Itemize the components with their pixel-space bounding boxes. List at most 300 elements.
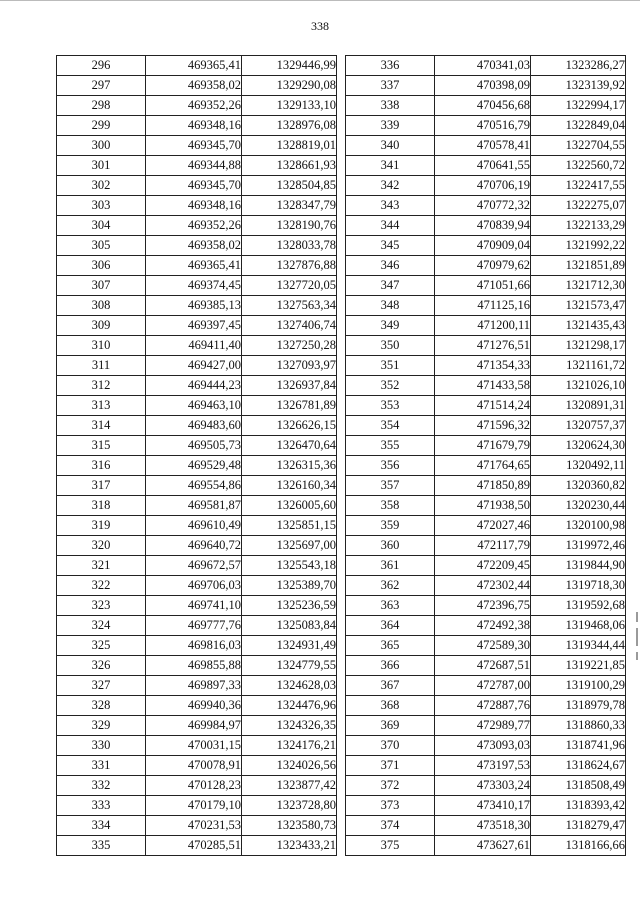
y-coordinate-cell: 1319221,85 <box>531 656 626 676</box>
x-coordinate-cell: 469505,73 <box>146 436 242 456</box>
table-row <box>57 636 337 656</box>
point-number-cell: 327 <box>57 676 146 696</box>
point-number-cell: 304 <box>57 216 146 236</box>
y-coordinate-cell: 1327563,34 <box>242 296 337 316</box>
point-number-cell: 357 <box>346 476 435 496</box>
y-coordinate-cell: 1319344,44 <box>531 636 626 656</box>
y-coordinate-cell: 1319718,30 <box>531 576 626 596</box>
point-number-cell: 372 <box>346 776 435 796</box>
point-number-cell: 329 <box>57 716 146 736</box>
y-coordinate-cell: 1328504,85 <box>242 176 337 196</box>
point-number-cell: 310 <box>57 336 146 356</box>
point-number-cell: 321 <box>57 556 146 576</box>
table-row <box>346 816 626 836</box>
table-row <box>57 236 337 256</box>
y-coordinate-cell: 1324176,21 <box>242 736 337 756</box>
x-coordinate-cell: 469397,45 <box>146 316 242 336</box>
y-coordinate-cell: 1319844,90 <box>531 556 626 576</box>
point-number-cell: 353 <box>346 396 435 416</box>
table-row <box>346 496 626 516</box>
table-row <box>346 656 626 676</box>
y-coordinate-cell: 1322560,72 <box>531 156 626 176</box>
point-number-cell: 363 <box>346 596 435 616</box>
table-row <box>346 716 626 736</box>
point-number-cell: 309 <box>57 316 146 336</box>
x-coordinate-cell: 469374,45 <box>146 276 242 296</box>
x-coordinate-cell: 473627,61 <box>435 836 531 856</box>
x-coordinate-cell: 470341,03 <box>435 56 531 76</box>
x-coordinate-cell: 469427,00 <box>146 356 242 376</box>
y-coordinate-cell: 1326315,36 <box>242 456 337 476</box>
point-number-cell: 312 <box>57 376 146 396</box>
table-row <box>346 516 626 536</box>
y-coordinate-cell: 1321026,10 <box>531 376 626 396</box>
x-coordinate-cell: 471276,51 <box>435 336 531 356</box>
y-coordinate-cell: 1321851,89 <box>531 256 626 276</box>
point-number-cell: 347 <box>346 276 435 296</box>
table-row <box>346 256 626 276</box>
x-coordinate-cell: 470516,79 <box>435 116 531 136</box>
x-coordinate-cell: 469706,03 <box>146 576 242 596</box>
x-coordinate-cell: 471051,66 <box>435 276 531 296</box>
table-row <box>57 556 337 576</box>
y-coordinate-cell: 1323433,21 <box>242 836 337 856</box>
x-coordinate-cell: 469463,10 <box>146 396 242 416</box>
x-coordinate-cell: 471200,11 <box>435 316 531 336</box>
x-coordinate-cell: 470128,23 <box>146 776 242 796</box>
x-coordinate-cell: 471850,89 <box>435 476 531 496</box>
point-number-cell: 298 <box>57 96 146 116</box>
point-number-cell: 368 <box>346 696 435 716</box>
coordinates-table-right <box>345 55 626 856</box>
table-row <box>346 536 626 556</box>
point-number-cell: 305 <box>57 236 146 256</box>
table-row <box>346 416 626 436</box>
point-number-cell: 325 <box>57 636 146 656</box>
point-number-cell: 324 <box>57 616 146 636</box>
point-number-cell: 308 <box>57 296 146 316</box>
y-coordinate-cell: 1327876,88 <box>242 256 337 276</box>
y-coordinate-cell: 1321161,72 <box>531 356 626 376</box>
point-number-cell: 342 <box>346 176 435 196</box>
point-number-cell: 306 <box>57 256 146 276</box>
point-number-cell: 365 <box>346 636 435 656</box>
point-number-cell: 330 <box>57 736 146 756</box>
point-number-cell: 362 <box>346 576 435 596</box>
x-coordinate-cell: 470909,04 <box>435 236 531 256</box>
table-row <box>57 376 337 396</box>
x-coordinate-cell: 470285,51 <box>146 836 242 856</box>
y-coordinate-cell: 1325543,18 <box>242 556 337 576</box>
y-coordinate-cell: 1326005,60 <box>242 496 337 516</box>
table-row <box>346 676 626 696</box>
table-row <box>57 136 337 156</box>
point-number-cell: 302 <box>57 176 146 196</box>
x-coordinate-cell: 472887,76 <box>435 696 531 716</box>
y-coordinate-cell: 1321573,47 <box>531 296 626 316</box>
table-row <box>346 176 626 196</box>
y-coordinate-cell: 1327720,05 <box>242 276 337 296</box>
point-number-cell: 307 <box>57 276 146 296</box>
y-coordinate-cell: 1325389,70 <box>242 576 337 596</box>
table-row <box>346 616 626 636</box>
y-coordinate-cell: 1318979,78 <box>531 696 626 716</box>
point-number-cell: 360 <box>346 536 435 556</box>
y-coordinate-cell: 1322275,07 <box>531 196 626 216</box>
x-coordinate-cell: 473303,24 <box>435 776 531 796</box>
y-coordinate-cell: 1323580,73 <box>242 816 337 836</box>
x-coordinate-cell: 469358,02 <box>146 76 242 96</box>
x-coordinate-cell: 473410,17 <box>435 796 531 816</box>
point-number-cell: 322 <box>57 576 146 596</box>
y-coordinate-cell: 1323728,80 <box>242 796 337 816</box>
table-row <box>346 796 626 816</box>
point-number-cell: 346 <box>346 256 435 276</box>
y-coordinate-cell: 1321298,17 <box>531 336 626 356</box>
x-coordinate-cell: 470979,62 <box>435 256 531 276</box>
point-number-cell: 328 <box>57 696 146 716</box>
table-row <box>57 276 337 296</box>
x-coordinate-cell: 470231,53 <box>146 816 242 836</box>
x-coordinate-cell: 472117,79 <box>435 536 531 556</box>
x-coordinate-cell: 472302,44 <box>435 576 531 596</box>
table-row <box>57 176 337 196</box>
table-row <box>346 836 626 856</box>
y-coordinate-cell: 1323139,92 <box>531 76 626 96</box>
table-row <box>57 616 337 636</box>
point-number-cell: 356 <box>346 456 435 476</box>
x-coordinate-cell: 469483,60 <box>146 416 242 436</box>
x-coordinate-cell: 472687,51 <box>435 656 531 676</box>
table-row <box>57 516 337 536</box>
table-row <box>57 796 337 816</box>
point-number-cell: 367 <box>346 676 435 696</box>
x-coordinate-cell: 469352,26 <box>146 96 242 116</box>
x-coordinate-cell: 469385,13 <box>146 296 242 316</box>
table-row <box>57 836 337 856</box>
table-row <box>346 356 626 376</box>
x-coordinate-cell: 469344,88 <box>146 156 242 176</box>
point-number-cell: 359 <box>346 516 435 536</box>
x-coordinate-cell: 469348,16 <box>146 116 242 136</box>
margin-mark <box>636 612 638 622</box>
x-coordinate-cell: 471679,79 <box>435 436 531 456</box>
point-number-cell: 337 <box>346 76 435 96</box>
table-row <box>346 556 626 576</box>
y-coordinate-cell: 1323286,27 <box>531 56 626 76</box>
table-row <box>57 96 337 116</box>
x-coordinate-cell: 469345,70 <box>146 136 242 156</box>
x-coordinate-cell: 472589,30 <box>435 636 531 656</box>
point-number-cell: 299 <box>57 116 146 136</box>
y-coordinate-cell: 1318741,96 <box>531 736 626 756</box>
table-body <box>57 56 337 856</box>
y-coordinate-cell: 1322994,17 <box>531 96 626 116</box>
x-coordinate-cell: 469365,41 <box>146 56 242 76</box>
x-coordinate-cell: 469345,70 <box>146 176 242 196</box>
point-number-cell: 366 <box>346 656 435 676</box>
table-row <box>346 396 626 416</box>
table-row <box>346 696 626 716</box>
table-row <box>346 576 626 596</box>
y-coordinate-cell: 1327093,97 <box>242 356 337 376</box>
y-coordinate-cell: 1328190,76 <box>242 216 337 236</box>
point-number-cell: 345 <box>346 236 435 256</box>
table-row <box>346 596 626 616</box>
x-coordinate-cell: 470706,19 <box>435 176 531 196</box>
x-coordinate-cell: 473197,53 <box>435 756 531 776</box>
table-row <box>57 576 337 596</box>
point-number-cell: 339 <box>346 116 435 136</box>
point-number-cell: 317 <box>57 476 146 496</box>
y-coordinate-cell: 1324779,55 <box>242 656 337 676</box>
table-row <box>57 476 337 496</box>
point-number-cell: 316 <box>57 456 146 476</box>
margin-mark <box>636 628 638 646</box>
point-number-cell: 340 <box>346 136 435 156</box>
x-coordinate-cell: 469897,33 <box>146 676 242 696</box>
x-coordinate-cell: 469352,26 <box>146 216 242 236</box>
table-row <box>57 336 337 356</box>
y-coordinate-cell: 1318393,42 <box>531 796 626 816</box>
point-number-cell: 320 <box>57 536 146 556</box>
point-number-cell: 311 <box>57 356 146 376</box>
table-row <box>57 436 337 456</box>
y-coordinate-cell: 1320891,31 <box>531 396 626 416</box>
point-number-cell: 314 <box>57 416 146 436</box>
point-number-cell: 336 <box>346 56 435 76</box>
point-number-cell: 351 <box>346 356 435 376</box>
table-row <box>346 336 626 356</box>
table-row <box>346 376 626 396</box>
point-number-cell: 355 <box>346 436 435 456</box>
x-coordinate-cell: 471764,65 <box>435 456 531 476</box>
y-coordinate-cell: 1318166,66 <box>531 836 626 856</box>
x-coordinate-cell: 473518,30 <box>435 816 531 836</box>
point-number-cell: 344 <box>346 216 435 236</box>
y-coordinate-cell: 1328347,79 <box>242 196 337 216</box>
x-coordinate-cell: 472396,75 <box>435 596 531 616</box>
y-coordinate-cell: 1318860,33 <box>531 716 626 736</box>
y-coordinate-cell: 1320230,44 <box>531 496 626 516</box>
point-number-cell: 303 <box>57 196 146 216</box>
x-coordinate-cell: 471596,32 <box>435 416 531 436</box>
table-row <box>57 156 337 176</box>
point-number-cell: 352 <box>346 376 435 396</box>
point-number-cell: 323 <box>57 596 146 616</box>
table-row <box>57 816 337 836</box>
point-number-cell: 326 <box>57 656 146 676</box>
x-coordinate-cell: 471938,50 <box>435 496 531 516</box>
point-number-cell: 341 <box>346 156 435 176</box>
table-row <box>57 716 337 736</box>
table-row <box>57 456 337 476</box>
y-coordinate-cell: 1328976,08 <box>242 116 337 136</box>
point-number-cell: 375 <box>346 836 435 856</box>
table-row <box>346 476 626 496</box>
page-number: 338 <box>311 19 329 33</box>
point-number-cell: 349 <box>346 316 435 336</box>
table-row <box>346 636 626 656</box>
table-row <box>57 676 337 696</box>
x-coordinate-cell: 469348,16 <box>146 196 242 216</box>
x-coordinate-cell: 470398,09 <box>435 76 531 96</box>
table-row <box>346 216 626 236</box>
table-row <box>346 776 626 796</box>
point-number-cell: 373 <box>346 796 435 816</box>
y-coordinate-cell: 1324026,56 <box>242 756 337 776</box>
x-coordinate-cell: 471514,24 <box>435 396 531 416</box>
x-coordinate-cell: 470772,32 <box>435 196 531 216</box>
y-coordinate-cell: 1328819,01 <box>242 136 337 156</box>
x-coordinate-cell: 470179,10 <box>146 796 242 816</box>
table-row <box>57 56 337 76</box>
point-number-cell: 370 <box>346 736 435 756</box>
x-coordinate-cell: 469777,76 <box>146 616 242 636</box>
x-coordinate-cell: 469444,23 <box>146 376 242 396</box>
point-number-cell: 315 <box>57 436 146 456</box>
table-row <box>57 316 337 336</box>
point-number-cell: 313 <box>57 396 146 416</box>
x-coordinate-cell: 469672,57 <box>146 556 242 576</box>
point-number-cell: 333 <box>57 796 146 816</box>
x-coordinate-cell: 472787,00 <box>435 676 531 696</box>
y-coordinate-cell: 1326937,84 <box>242 376 337 396</box>
y-coordinate-cell: 1329133,10 <box>242 96 337 116</box>
y-coordinate-cell: 1328033,78 <box>242 236 337 256</box>
x-coordinate-cell: 469610,49 <box>146 516 242 536</box>
y-coordinate-cell: 1322704,55 <box>531 136 626 156</box>
y-coordinate-cell: 1329446,99 <box>242 56 337 76</box>
y-coordinate-cell: 1318508,49 <box>531 776 626 796</box>
y-coordinate-cell: 1322849,04 <box>531 116 626 136</box>
table-row <box>57 656 337 676</box>
point-number-cell: 331 <box>57 756 146 776</box>
y-coordinate-cell: 1324326,35 <box>242 716 337 736</box>
table-row <box>346 736 626 756</box>
table-row <box>346 436 626 456</box>
x-coordinate-cell: 469365,41 <box>146 256 242 276</box>
x-coordinate-cell: 469554,86 <box>146 476 242 496</box>
x-coordinate-cell: 472492,38 <box>435 616 531 636</box>
point-number-cell: 374 <box>346 816 435 836</box>
x-coordinate-cell: 470839,94 <box>435 216 531 236</box>
x-coordinate-cell: 470078,91 <box>146 756 242 776</box>
y-coordinate-cell: 1325083,84 <box>242 616 337 636</box>
y-coordinate-cell: 1326626,15 <box>242 416 337 436</box>
table-row <box>346 156 626 176</box>
y-coordinate-cell: 1320624,30 <box>531 436 626 456</box>
y-coordinate-cell: 1319972,46 <box>531 536 626 556</box>
table-row <box>57 496 337 516</box>
y-coordinate-cell: 1324931,49 <box>242 636 337 656</box>
x-coordinate-cell: 471125,16 <box>435 296 531 316</box>
point-number-cell: 338 <box>346 96 435 116</box>
point-number-cell: 319 <box>57 516 146 536</box>
point-number-cell: 358 <box>346 496 435 516</box>
y-coordinate-cell: 1327406,74 <box>242 316 337 336</box>
coordinates-table-left <box>56 55 337 856</box>
margin-mark <box>636 652 638 660</box>
y-coordinate-cell: 1324628,03 <box>242 676 337 696</box>
x-coordinate-cell: 469816,03 <box>146 636 242 656</box>
x-coordinate-cell: 472989,77 <box>435 716 531 736</box>
point-number-cell: 300 <box>57 136 146 156</box>
y-coordinate-cell: 1321712,30 <box>531 276 626 296</box>
x-coordinate-cell: 470456,68 <box>435 96 531 116</box>
point-number-cell: 371 <box>346 756 435 776</box>
point-number-cell: 334 <box>57 816 146 836</box>
point-number-cell: 354 <box>346 416 435 436</box>
x-coordinate-cell: 469529,48 <box>146 456 242 476</box>
x-coordinate-cell: 470578,41 <box>435 136 531 156</box>
y-coordinate-cell: 1324476,96 <box>242 696 337 716</box>
table-row <box>57 416 337 436</box>
y-coordinate-cell: 1325851,15 <box>242 516 337 536</box>
y-coordinate-cell: 1318279,47 <box>531 816 626 836</box>
table-row <box>57 216 337 236</box>
table-row <box>346 116 626 136</box>
x-coordinate-cell: 469741,10 <box>146 596 242 616</box>
point-number-cell: 335 <box>57 836 146 856</box>
table-row <box>57 696 337 716</box>
table-row <box>346 196 626 216</box>
y-coordinate-cell: 1320492,11 <box>531 456 626 476</box>
x-coordinate-cell: 470031,15 <box>146 736 242 756</box>
point-number-cell: 361 <box>346 556 435 576</box>
x-coordinate-cell: 472027,46 <box>435 516 531 536</box>
x-coordinate-cell: 469940,36 <box>146 696 242 716</box>
y-coordinate-cell: 1320757,37 <box>531 416 626 436</box>
y-coordinate-cell: 1321435,43 <box>531 316 626 336</box>
table-row <box>57 296 337 316</box>
table-row <box>346 316 626 336</box>
x-coordinate-cell: 471433,58 <box>435 376 531 396</box>
point-number-cell: 297 <box>57 76 146 96</box>
y-coordinate-cell: 1322417,55 <box>531 176 626 196</box>
table-row <box>346 56 626 76</box>
table-row <box>57 776 337 796</box>
y-coordinate-cell: 1318624,67 <box>531 756 626 776</box>
table-row <box>57 76 337 96</box>
y-coordinate-cell: 1319592,68 <box>531 596 626 616</box>
table-row <box>57 196 337 216</box>
y-coordinate-cell: 1325697,00 <box>242 536 337 556</box>
table-row <box>346 296 626 316</box>
table-row <box>346 76 626 96</box>
table-row <box>57 756 337 776</box>
table-row <box>57 536 337 556</box>
point-number-cell: 296 <box>57 56 146 76</box>
x-coordinate-cell: 469984,97 <box>146 716 242 736</box>
top-rule <box>0 0 640 1</box>
table-row <box>57 736 337 756</box>
point-number-cell: 301 <box>57 156 146 176</box>
table-row <box>346 276 626 296</box>
table-row <box>57 116 337 136</box>
y-coordinate-cell: 1326160,34 <box>242 476 337 496</box>
y-coordinate-cell: 1322133,29 <box>531 216 626 236</box>
x-coordinate-cell: 469581,87 <box>146 496 242 516</box>
point-number-cell: 369 <box>346 716 435 736</box>
y-coordinate-cell: 1319100,29 <box>531 676 626 696</box>
x-coordinate-cell: 469855,88 <box>146 656 242 676</box>
y-coordinate-cell: 1319468,06 <box>531 616 626 636</box>
x-coordinate-cell: 471354,33 <box>435 356 531 376</box>
point-number-cell: 350 <box>346 336 435 356</box>
table-row <box>346 136 626 156</box>
y-coordinate-cell: 1323877,42 <box>242 776 337 796</box>
